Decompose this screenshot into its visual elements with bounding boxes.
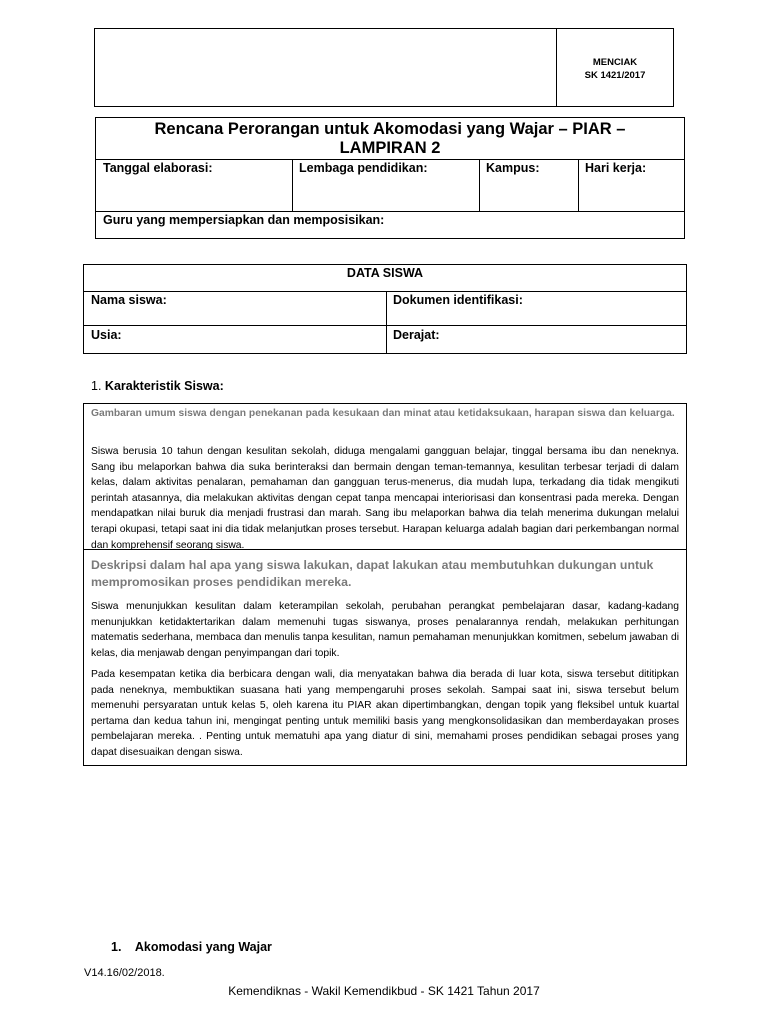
prompt-learning-support: Deskripsi dalam hal apa yang siswa lakukan, dapat lakukan atau membutuhkan dukungan untuk mempromosikan proses pendidikan mereka. (91, 558, 654, 589)
row-divider (96, 159, 684, 160)
version-label: V14.16/02/2018. (84, 967, 165, 979)
student-data-table (83, 264, 687, 354)
row-divider (84, 291, 686, 292)
column-divider (292, 159, 293, 211)
student-age-label: Usia: (91, 328, 122, 342)
field-workday-label: Hari kerja: (585, 161, 647, 175)
student-data-heading: DATA SISWA (346, 266, 424, 280)
student-grade-label: Derajat: (393, 328, 440, 342)
paragraph-guardian-notes: Pada kesempatan ketika dia berbicara dengan wali, dia menyatakan bahwa dia berada di luar kota, siswa tersebut dititipkan pada neneknya, membuktikan suasana hati yang mempengaruhi proses sekolah. Sampai saat ini, siswa tersebut belum memenuhi persyaratan untuk kelas 5, oleh karena itu PIAR akan dipertimbangkan, dengan topik yang fleksibel untuk kuartal pertama dan kedua tahun ini, mengingat penting untuk memiliki basis yang mengkonsolidasikan dan memberdayakan proses pembelajaran mereka. . Penting untuk mematuhi apa yang diatur di sini, memahami proses pendidikan sebagai proses yang dapat disesuaikan dengan siswa. (91, 669, 679, 758)
page-footer: Kemendiknas - Wakil Kemendikbud - SK 1421 Tahun 2017 (228, 984, 540, 998)
column-divider (386, 291, 387, 354)
field-date-label: Tanggal elaborasi: (103, 161, 213, 175)
paragraph-learning-skills: Siswa menunjukkan kesulitan dalam keterampilan sekolah, perubahan perangkat pembelajaran dasar, kadang-kadang menunjukkan ketidaktertarikan dalam memenuhi tugas siswanya, proses penalarannya rendah, melakukan perhitungan matematis sederhana, membaca dan menulis tanpa kesulitan, namun pemahaman menunjukkan komitmen, sebelum jawaban di kelas, dia menjawab dengan penyimpangan dari topik. (91, 601, 679, 659)
student-characteristics-box (83, 403, 687, 766)
form-title-line-2: LAMPIRAN 2 (339, 139, 441, 157)
row-divider (84, 325, 686, 326)
student-id-document-label: Dokumen identifikasi: (393, 293, 523, 307)
code-line-2: SK 1421/2017 (584, 70, 646, 81)
column-divider (578, 159, 579, 211)
code-line-1: MENCIAK (592, 57, 638, 68)
field-teacher-label: Guru yang mempersiapkan dan memposisikan: (103, 213, 385, 227)
row-divider (96, 211, 684, 212)
section-number: 1. (91, 379, 102, 393)
row-divider (84, 549, 686, 550)
section-heading (91, 379, 224, 393)
form-header-table (95, 117, 685, 239)
prompt-general-description: Gambaran umum siswa dengan penekanan pada kesukaan dan minat atau ketidaksukaan, harapan siswa dan keluarga. (91, 408, 675, 419)
form-title (96, 120, 684, 158)
field-campus-label: Kampus: (486, 161, 540, 175)
student-name-label: Nama siswa: (91, 293, 167, 307)
paragraph-general-description: Siswa berusia 10 tahun dengan kesulitan sekolah, diduga mengalami gangguan belajar, tinggal bersama ibu dan neneknya. Sang ibu melaporkan bahwa dia suka berinteraksi dan bermain dengan teman-temannya, kesulitan terbesar terjadi di dalam kelas, dalam aktivitas penalaran, pemahaman dan gangguan terus-menerus, dia mudah lupa, terkadang dia tidak mengikuti perintah atasannya, dia melakukan aktivitas dengan cepat tanpa mencapai interiorisasi dan konsentrasi pada mereka. Dengan mendapatkan nilai buruk dia menjadi frustrasi dan marah. Sang ibu melaporkan bahwa dia telah menerima dukungan melalui terapi okupasi, tetapi saat ini dia tidak melanjutkan proses tersebut. Harapan keluarga adalah bagian dari perkembangan normal dan komprehensif seorang siswa. (91, 446, 679, 551)
field-institution-label: Lembaga pendidikan: (299, 161, 428, 175)
accommodation-heading: 1. Akomodasi yang Wajar (111, 940, 272, 954)
form-title-line-1: Rencana Perorangan untuk Akomodasi yang Wajar – PIAR – (154, 120, 626, 138)
section-title: Karakteristik Siswa: (104, 379, 224, 393)
document-code (557, 56, 673, 82)
document-header (94, 28, 674, 107)
column-divider (479, 159, 480, 211)
